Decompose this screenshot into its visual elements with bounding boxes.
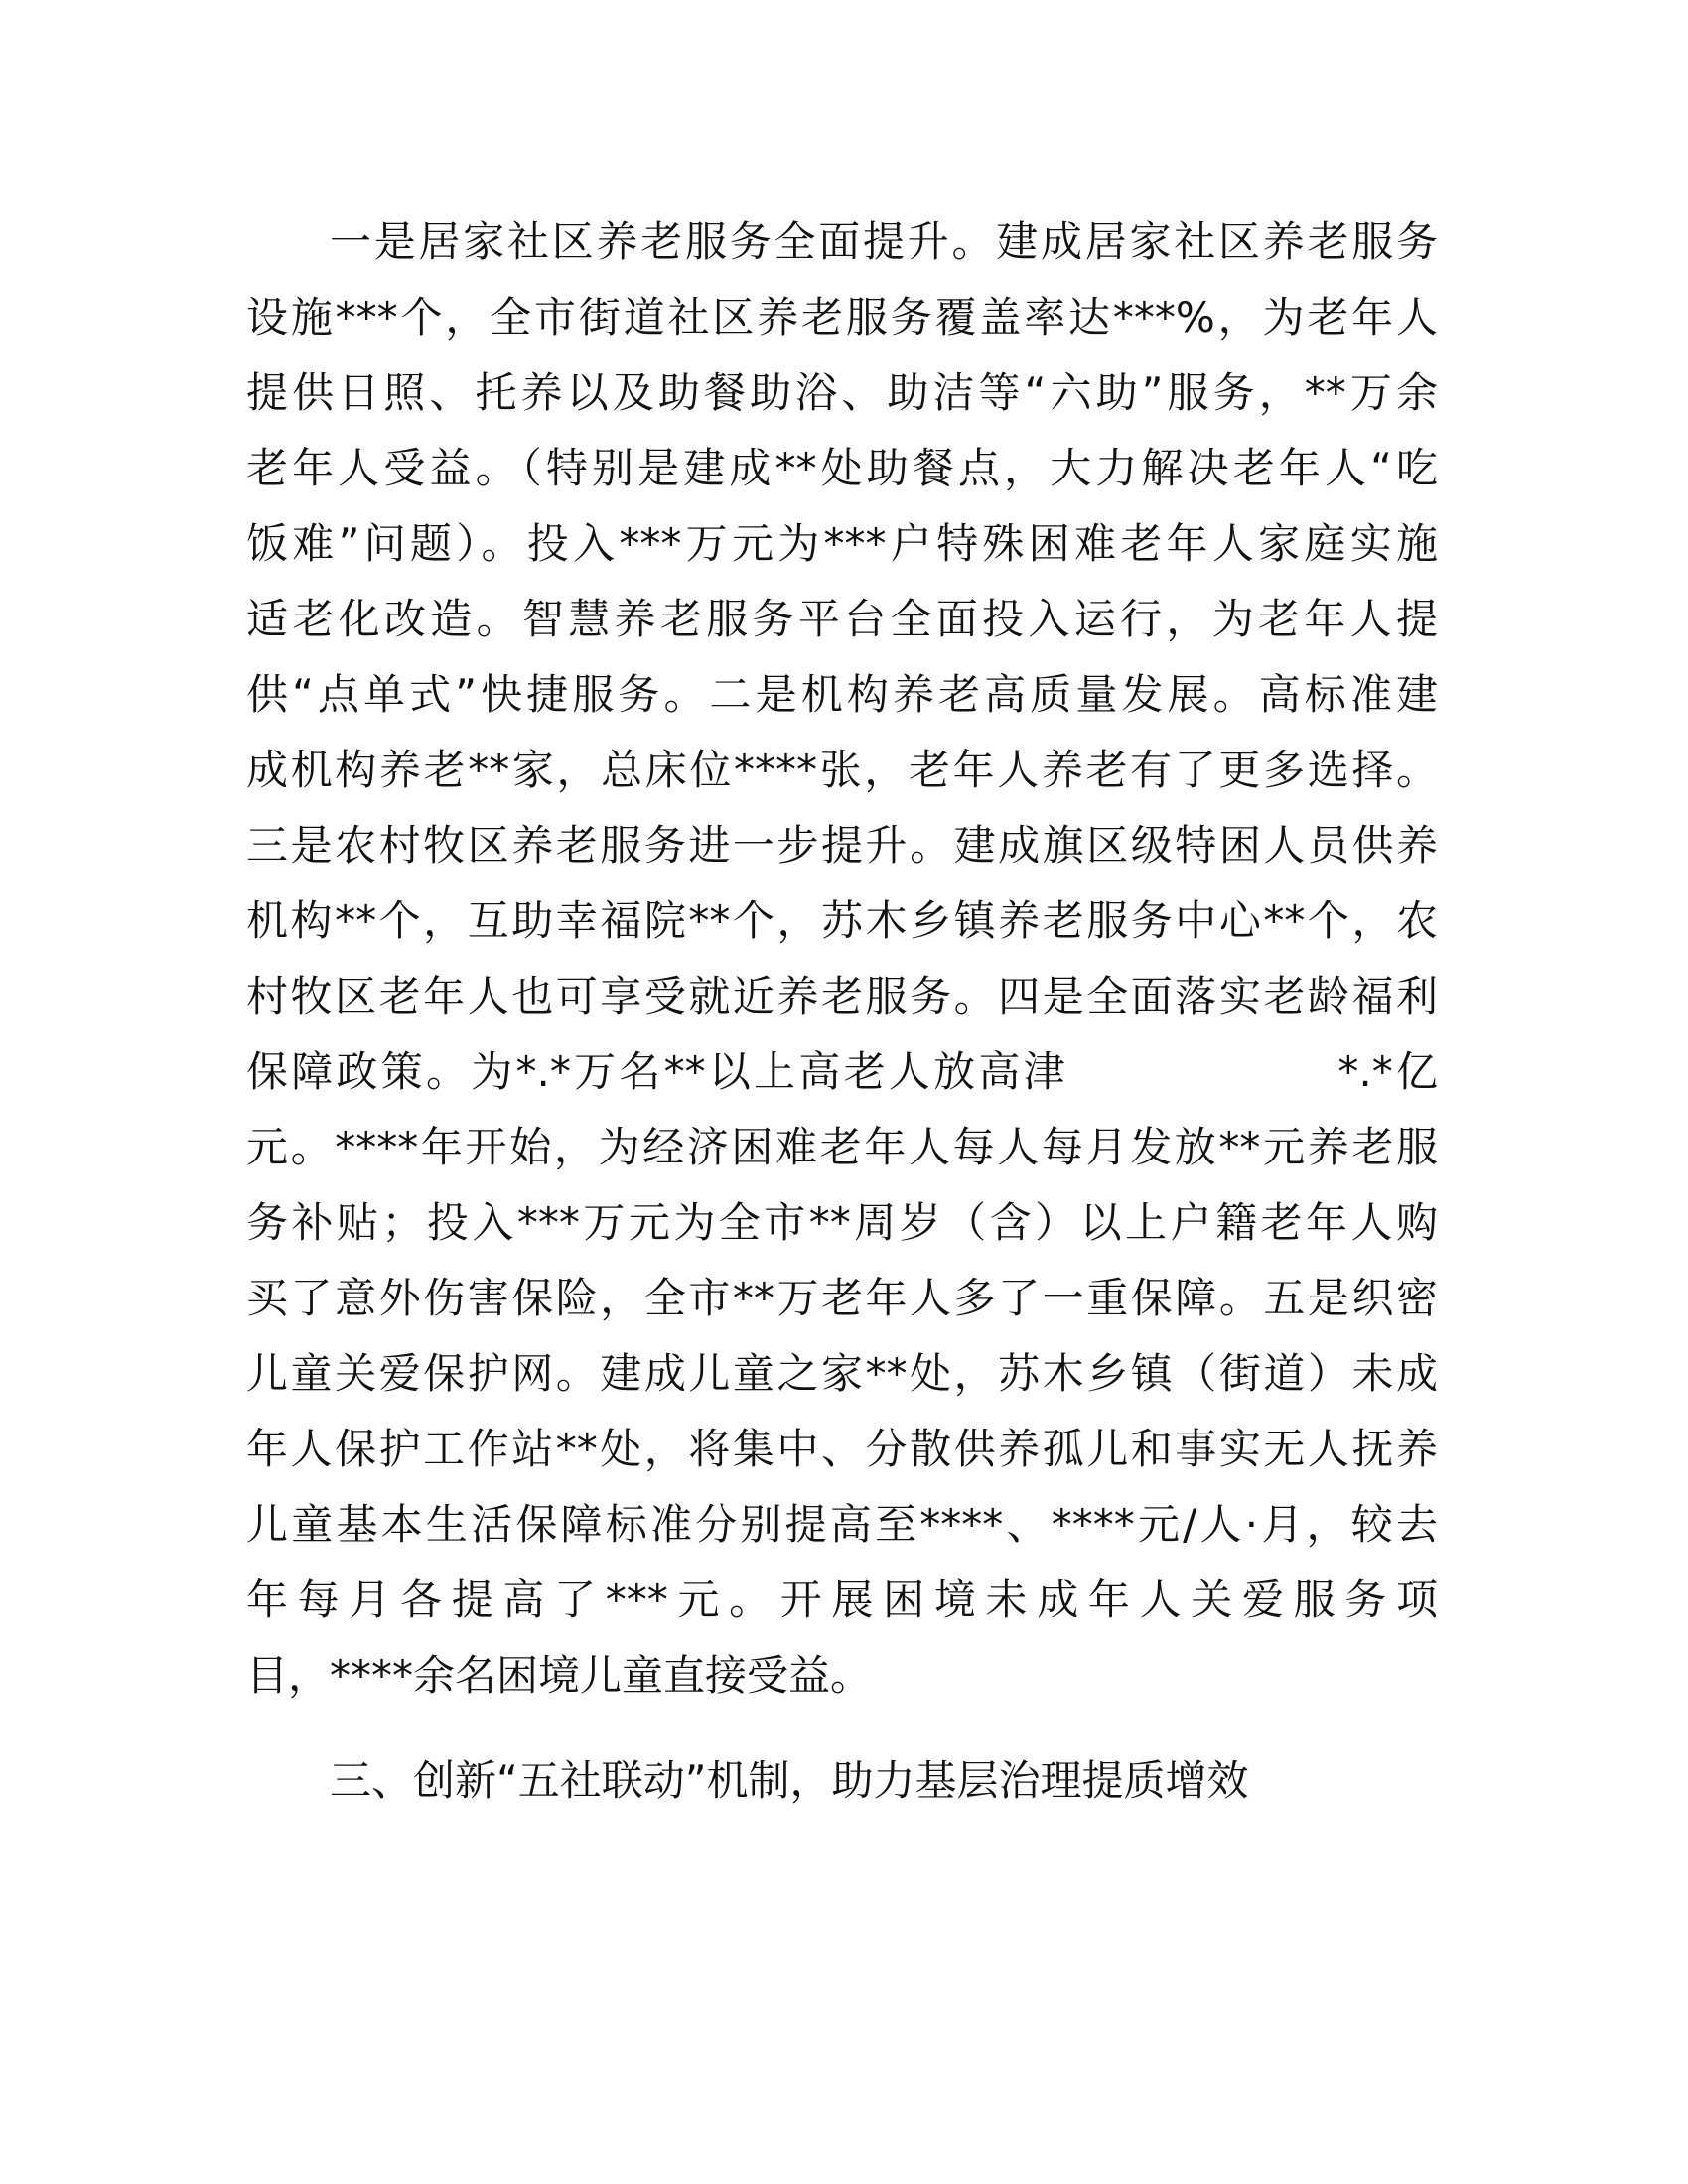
text-line: 儿童基本生活保障标准分别提高至****、****元/人·月，较去: [246, 1500, 1438, 1549]
text-line: 成机构养老**家，总床位****张，老年人养老有了更多选择。: [246, 746, 1438, 794]
text-line: 年人保护工作站**处，将集中、分散供养孤儿和事实无人抚养: [246, 1425, 1438, 1473]
text-line: 提供日照、托养以及助餐助浴、助洁等“六助”服务，**万余: [246, 368, 1438, 417]
text-line: 机构**个，互助幸福院**个，苏木乡镇养老服务中心**个，农: [246, 896, 1438, 945]
text-line: 三是农村牧区养老服务进一步提升。建成旗区级特困人员供养: [246, 821, 1438, 870]
text-line: 老年人受益。（特别是建成**处助餐点，大力解决老年人“吃: [246, 444, 1438, 492]
text-line: 村牧区老年人也可享受就近养老服务。四是全面落实老龄福利: [246, 972, 1438, 1021]
text-line: 供“点单式”快捷服务。二是机构养老高质量发展。高标准建: [246, 670, 1438, 719]
text-line: 目，****余名困境儿童直接受益。: [246, 1651, 873, 1700]
text-line: 元。****年开始，为经济困难老年人每人每月发放**元养老服: [246, 1123, 1438, 1171]
text-line: 买了意外伤害保险，全市**万老年人多了一重保障。五是织密: [246, 1274, 1438, 1322]
text-line: 儿童关爱保护网。建成儿童之家**处，苏木乡镇（街道）未成: [246, 1349, 1438, 1398]
text-line: 适老化改造。智慧养老服务平台全面投入运行，为老年人提: [246, 595, 1438, 643]
text-line: 保障政策。为*.*万名**以上高老人放高津 *.*亿: [246, 1047, 1438, 1096]
text-line: 饭难”问题）。投入***万元为***户特殊困难老年人家庭实施: [246, 519, 1438, 568]
text-line: 务补贴；投入***万元为全市**周岁（含）以上户籍老年人购: [246, 1198, 1438, 1247]
text-line: 设施***个，全市街道社区养老服务覆盖率达***%，为老年人: [246, 293, 1438, 341]
text-line: 一是居家社区养老服务全面提升。建成居家社区养老服务: [330, 217, 1438, 266]
text-line: 年每月各提高了***元。开展困境未成年人关爱服务项: [246, 1575, 1438, 1624]
section-heading: 三、创新“五社联动”机制，助力基层治理提质增效: [330, 1756, 1249, 1805]
